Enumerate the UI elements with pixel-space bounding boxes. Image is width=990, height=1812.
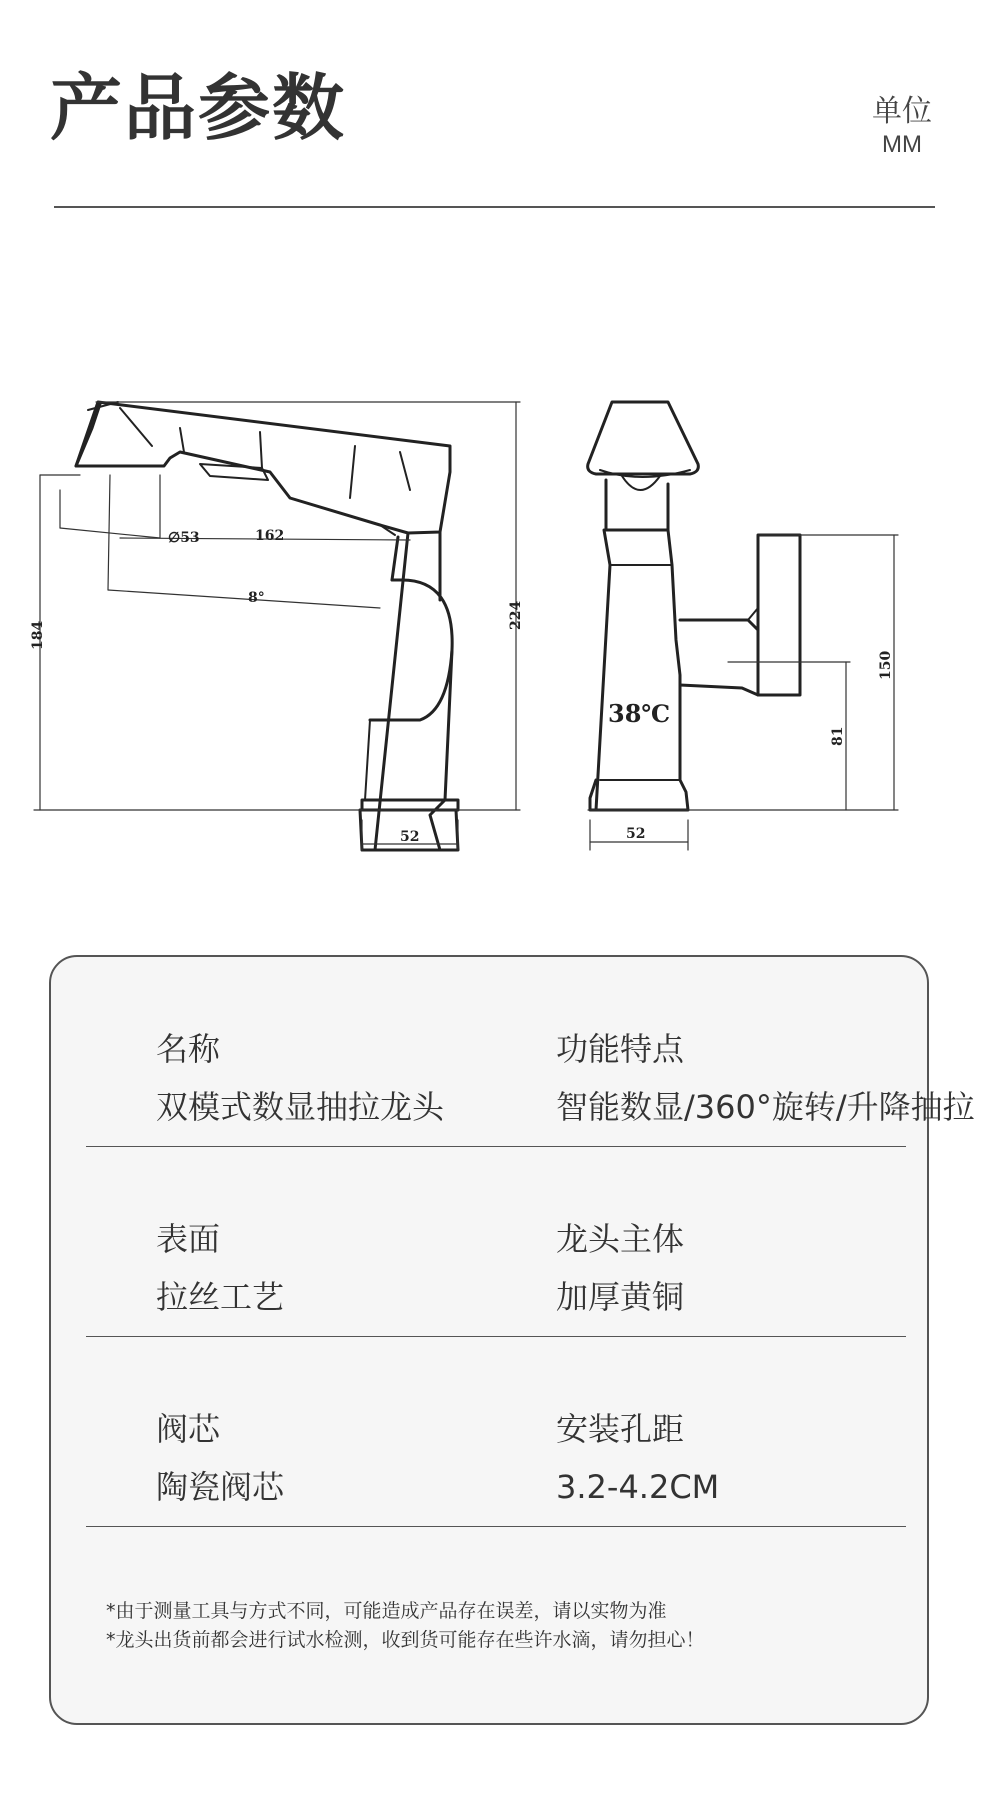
spec-value: 加厚黄铜 — [556, 1278, 685, 1316]
dim-handle-height: 150 — [878, 650, 894, 680]
spec-cell — [156, 1027, 444, 1129]
temperature-display: 38℃ — [608, 699, 671, 728]
spec-value: 智能数显/360°旋转/升降抽拉 — [556, 1088, 975, 1126]
spec-cell — [156, 1217, 284, 1319]
spec-value: 3.2-4.2CM — [556, 1468, 720, 1506]
page-title: 产品参数 — [50, 66, 347, 150]
spec-cell — [556, 1407, 719, 1509]
side-view-drawing — [76, 402, 458, 850]
dim-side-base: 52 — [400, 829, 420, 845]
dim-total-height: 224 — [508, 600, 524, 630]
spec-label: 名称 — [156, 1030, 221, 1068]
dim-front-base: 52 — [626, 826, 646, 842]
front-view-drawing — [588, 402, 800, 810]
spec-value: 陶瓷阀芯 — [156, 1468, 285, 1506]
dim-spout-height: 184 — [30, 620, 46, 650]
note-line: *龙头出货前都会进行试水检测，收到货可能存在些许水滴，请勿担心！ — [106, 1629, 705, 1651]
dim-angle: 8° — [248, 590, 265, 606]
dim-arm-height: 81 — [830, 726, 846, 746]
spec-cell — [556, 1217, 684, 1319]
dim-reach: 162 — [255, 528, 285, 544]
unit-label: 单位 — [872, 94, 932, 129]
spec-label: 功能特点 — [556, 1030, 685, 1068]
disclaimer-notes — [106, 1597, 705, 1655]
unit-value: MM — [882, 131, 922, 158]
spec-cell — [156, 1407, 284, 1509]
spec-label: 龙头主体 — [556, 1220, 685, 1258]
spec-label: 阀芯 — [156, 1410, 221, 1448]
header-divider — [54, 206, 935, 208]
spec-cell — [556, 1027, 975, 1129]
dim-diameter: ∅53 — [168, 530, 200, 546]
note-line: *由于测量工具与方式不同，可能造成产品存在误差，请以实物为准 — [106, 1600, 667, 1622]
spec-value: 拉丝工艺 — [156, 1278, 285, 1316]
row-divider — [86, 1526, 906, 1528]
spec-label: 安装孔距 — [556, 1410, 685, 1448]
spec-row — [86, 957, 975, 1147]
spec-value: 双模式数显抽拉龙头 — [156, 1088, 445, 1126]
faucet-technical-drawing — [0, 380, 990, 860]
spec-row — [86, 1147, 906, 1337]
unit-block — [872, 94, 932, 160]
spec-row — [86, 1337, 906, 1527]
spec-label: 表面 — [156, 1220, 221, 1258]
spec-card — [49, 955, 975, 1725]
